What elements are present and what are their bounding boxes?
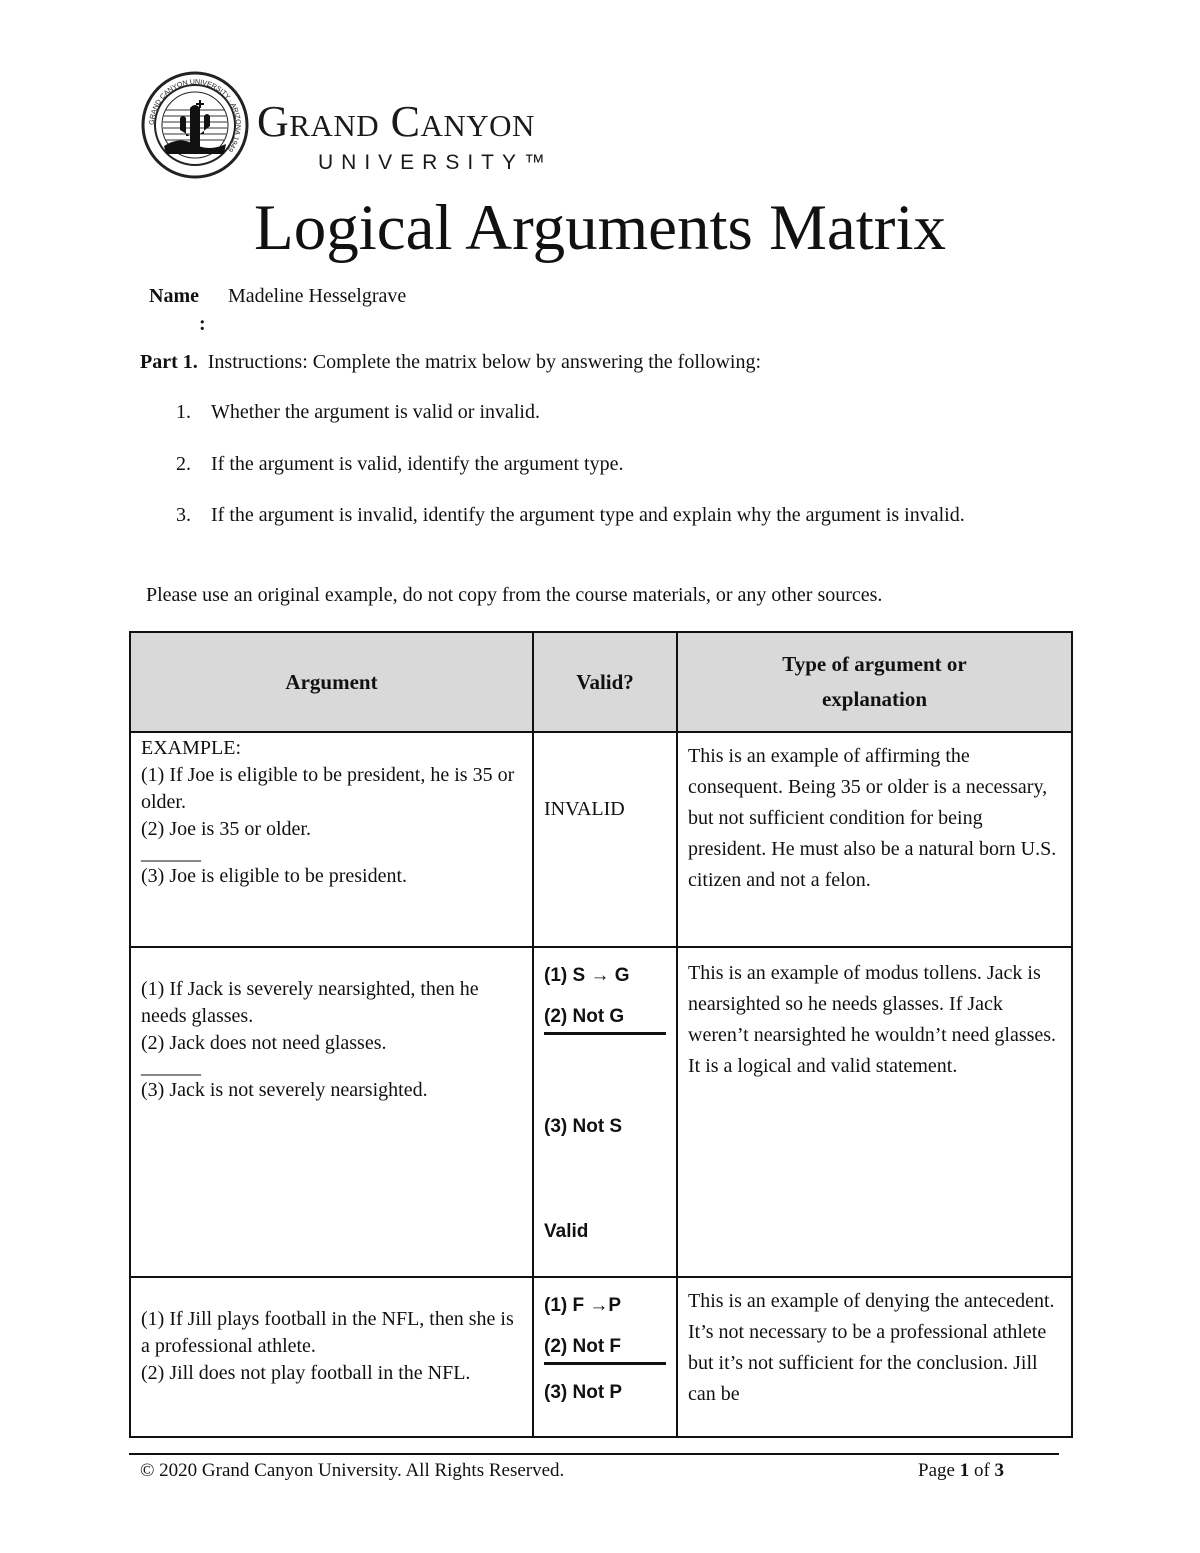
list-item-text: Whether the argument is valid or invalid.	[211, 401, 540, 423]
argument-divider: ______	[141, 842, 201, 864]
part1-label: Part 1.	[140, 351, 198, 373]
symbolic-premise: (1) S → G	[544, 965, 630, 986]
header-valid: Valid?	[533, 632, 677, 732]
seal-text: GRAND CANYON UNIVERSITY · ARIZONA 1949	[148, 78, 242, 153]
name-colon: :	[199, 313, 206, 335]
header-argument: Argument	[130, 632, 533, 732]
argument-line: (1) If Jill plays football in the NFL, then she is a professional athlete.	[141, 1308, 514, 1357]
originality-note: Please use an original example, do not copy from the course materials, or any other sources.	[146, 584, 883, 606]
symbolic-premise: (2) Not F	[544, 1336, 622, 1357]
name-label: Name	[149, 285, 199, 307]
explanation-cell	[677, 1277, 1072, 1437]
university-seal-logo	[140, 70, 250, 180]
validity-result: Valid	[544, 1221, 589, 1242]
footer-divider	[129, 1453, 1059, 1455]
valid-cell	[533, 732, 677, 947]
page-title: Logical Arguments Matrix	[253, 192, 947, 264]
symbolic-conclusion: (3) Not S	[544, 1116, 623, 1137]
symbolic-conclusion: (3) Not P	[544, 1382, 623, 1403]
valid-value: INVALID	[544, 798, 625, 820]
symbolic-premise: (2) Not G	[544, 1006, 625, 1027]
argument-cell	[130, 732, 533, 947]
argument-line: (2) Jack does not need glasses.	[141, 1032, 387, 1054]
conclusion-line	[544, 1362, 666, 1365]
explanation-cell	[677, 947, 1072, 1277]
page-total: 3	[994, 1460, 1005, 1481]
explanation-cell	[677, 732, 1072, 947]
valid-cell	[533, 1277, 677, 1437]
page-number	[918, 1459, 1004, 1483]
argument-cell	[130, 1277, 533, 1437]
student-name: Madeline Hesselgrave	[228, 285, 407, 307]
header-type: Type of argument or explanation	[677, 632, 1072, 732]
argument-line: (3) Joe is eligible to be president.	[141, 865, 408, 887]
argument-line: (1) If Jack is severely nearsighted, then he needs glasses.	[141, 978, 479, 1027]
argument-line: (2) Joe is 35 or older.	[141, 818, 311, 840]
university-wordmark: Grand Canyon	[257, 97, 535, 146]
explanation-text: This is an example of affirming the consequent. Being 35 or older is a necessary, but not sufficient condition for being president. He must also be a natural born U.S. citizen and not a felon.	[688, 745, 1057, 891]
list-item-text: If the argument is valid, identify the argument type.	[211, 453, 624, 475]
list-item-text: If the argument is invalid, identify the argument type and explain why the argument is invalid.	[211, 504, 965, 526]
list-item-number: 2.	[176, 453, 191, 475]
argument-divider: ______	[141, 1056, 201, 1078]
list-item-number: 1.	[176, 401, 191, 423]
list-item-number: 3.	[176, 504, 191, 526]
conclusion-line	[544, 1032, 666, 1035]
copyright-notice: © 2020 Grand Canyon University. All Rights Reserved.	[140, 1460, 565, 1481]
symbolic-premise: (1) F →P	[544, 1295, 622, 1316]
argument-line: (2) Jill does not play football in the NFL.	[141, 1362, 471, 1384]
table-row	[130, 732, 1072, 947]
page-word: Page	[918, 1460, 955, 1481]
table-row	[130, 1277, 1072, 1437]
argument-cell	[130, 947, 533, 1277]
table-header-row	[130, 632, 1072, 732]
valid-cell	[533, 947, 677, 1277]
logical-arguments-table	[129, 631, 1073, 1438]
page-of: of	[973, 1460, 990, 1481]
argument-line: (3) Jack is not severely nearsighted.	[141, 1079, 428, 1101]
explanation-text: This is an example of modus tollens. Jack is nearsighted so he needs glasses. If Jack weren’t nearsighted he wouldn’t need glasses. It is a logical and valid statement.	[688, 962, 1057, 1077]
argument-line: EXAMPLE:	[141, 737, 241, 759]
part1-instructions	[140, 349, 761, 375]
university-wordmark-subtitle: UNIVERSITY™	[318, 151, 554, 174]
argument-line: (1) If Joe is eligible to be president, he is 35 or older.	[141, 764, 515, 813]
page-current: 1	[959, 1460, 970, 1481]
explanation-text: This is an example of denying the antecedent. It’s not necessary to be a professional athlete but it’s not sufficient for the conclusion. Jill can be	[688, 1290, 1055, 1405]
table-row	[130, 947, 1072, 1277]
instructions-text: Instructions: Complete the matrix below by answering the following:	[207, 351, 761, 373]
